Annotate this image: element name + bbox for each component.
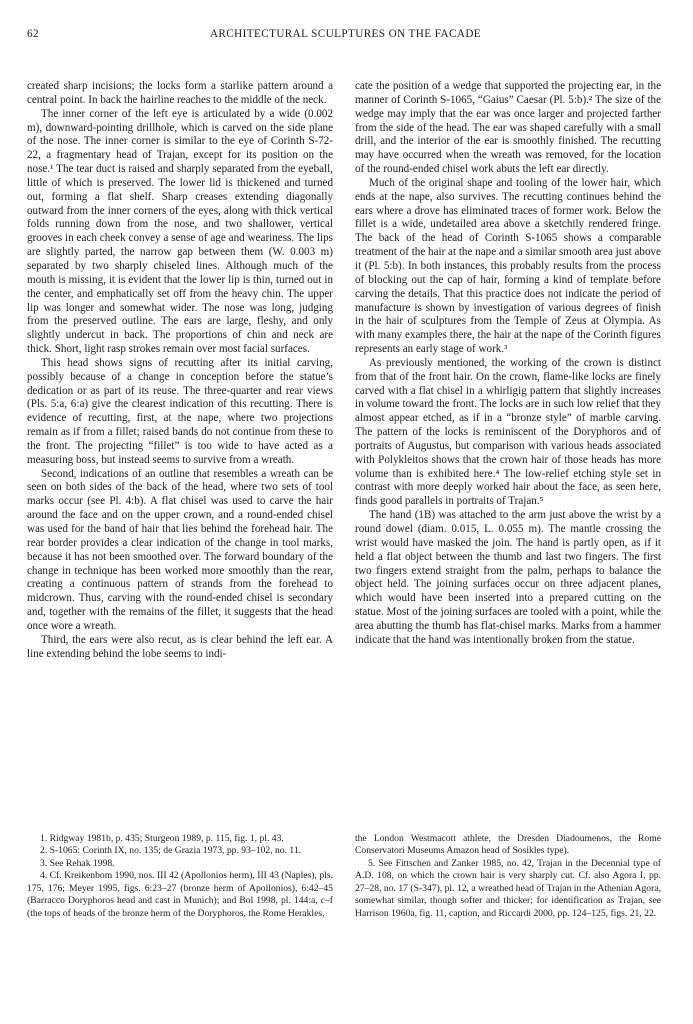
paragraph: This head shows signs of recutting after its initial carving, possibly because of a change in conception before the statue’s dedication or as part of its reuse. The three-quarter and rear views (Pls. 5:a, 6:a) give the clearest indication of this recutting. There is evidence of recutting, first, at the nape, where two projections remain as if from a fillet; raised bands do not continue from these to the front. The projecting “fillet” is too wide to have acted as a measuring boss, but instead seems to survive from a wreath. [27, 356, 333, 466]
footnote: 2. S-1065: Corinth IX, no. 135; de Grazia 1973, pp. 93–102, no. 11. [40, 845, 302, 857]
paragraph: Second, indications of an outline that resembles a wreath can be seen on both sides of the back of the head, where two sets of tool marks occur (see Pl. 4:b). A flat chisel was used to carve the hair around the face and on the upper crown, and a round-ended chisel was used for the band of hair that lies behind the forehead hair. The rear border provides a clear indication of the change in tool marks, because it has not been smoothed over. The forward boundary of the change in technique has been worked more smoothly than the rear, creating a continuous pattern of strands from the forehead to midcrown. Thus, carving with the round-ended chisel is secondary and, together with the remains of the fillet, it suggests that the head once wore a wreath. [27, 467, 333, 632]
paragraph: As previously mentioned, the working of the crown is distinct from that of the front hair. On the crown, flame-like locks are finely carved with a flat chisel in a whirligig pattern that slightly increases in volume toward the front. The locks are in such low relief that they almost appear etched, as if in a “bronze style” of marble carving. The pattern of the locks is reminiscent of the Doryphoros and of portraits of Augustus, but comparison with various heads associated with Polykleitos shows that the crown hair of those heads has more volume than is exhibited here.⁴ The low-relief etching style set in contrast with more deeply worked hair about the face, as seen here, finds good parallels in portraits of Trajan.⁵ [355, 356, 661, 508]
running-header [27, 28, 664, 44]
footnotes-right [355, 833, 661, 920]
paragraph: Third, the ears were also recut, as is clear behind the left ear. A line extending behind the lobe seems to indi- [27, 633, 333, 660]
body-column-left [27, 80, 333, 661]
footnote: 1. Ridgway 1981b, p. 435; Sturgeon 1989, p. 115, fig. 1, pl. 43. [40, 833, 284, 844]
paragraph: cate the position of a wedge that supported the projecting ear, in the manner of Corinth S-1065, “Gaius” Caesar (Pl. 5:b).² The size of the wedge may imply that the ear was once larger and projected farther from the side of the head. The ear was shaped carefully with a small drill, and the interior of the ear is smoothly finished. The recutting may have occurred when the wreath was removed, for the location of the round-ended chisel work abuts the left ear directly. [355, 80, 661, 176]
footnote: 4. Cf. Kreikenbom 1990, nos. III 42 (Apollonios herm), III 43 (Naples), pls. 175, 176; Meyer 1995, figs. 6:23–27 (bronze herm of Apollonios), 6:42–45 (Barracco Doryphoros head and cast in Munich); and Bol 1998, pl. 144:a, c–f (the tops of heads of the bronze herm of the Doryphoros, the Rome Herakles, [27, 870, 333, 919]
body-column-right [355, 80, 661, 648]
page-number: 62 [27, 28, 39, 40]
footnote: the London Westmacott athlete, the Dresden Diadoumenos, the Rome Conservatori Museums Amazon head of Sosikles type). [355, 833, 661, 857]
paragraph: The inner corner of the left eye is articulated by a wide (0.002 m), downward-pointing drillhole, which is carved on the side plane of the nose. The inner corner is similar to the eye of Corinth S-72-22, a fragmentary head of Trajan, except for its position on the nose.¹ The tear duct is raised and sharply separated from the eyeball, little of which is preserved. The lower lid is thickened and turned out, forming a flat shelf. Sharp creases extending diagonally outward from the inner corners of the eyes, along with thick vertical folds running down from the nose, and two shallower, vertical grooves in each cheek convey a sense of age and weariness. The lips are slightly parted, the narrow gap between them (W. 0.003 m) separated by two sharply chiseled lines. Although much of the mouth is missing, it is evident that the lower lip is thin, turned out in the center, and emphatically set off from the heavy chin. The upper lip was longer and somewhat wider. The nose was long, judging from the preserved outline. The ears are large, fleshy, and only slightly undercut in back. The proportions of chin and neck are thick. Short, light rasp strokes remain over most facial surfaces. [27, 107, 333, 356]
running-title: ARCHITECTURAL SCULPTURES ON THE FACADE [209, 28, 482, 40]
footnote: 3. See Rehak 1998. [40, 857, 115, 869]
footnote: 5. See Fittschen and Zanker 1985, no. 42, Trajan in the Decennial type of A.D. 108, on which the crown hair is very sharply cut. Cf. also Agora I, pp. 27–28, no. 17 (S-347), pl. 12, a wreathed head of Trajan in the Athenian Agora, somewhat similar, though softer and thicker; for identification as Trajan, see Harrison 1960a, fig. 11, caption, and Riccardi 2000, pp. 124–125, figs. 21, 22. [355, 857, 661, 919]
paragraph: Much of the original shape and tooling of the lower hair, which ends at the nape, also survives. The recutting continues behind the ears where a drove has eliminated traces of former work. Below the fillet is a wide, undetailed area above a sketchily rendered fringe. The back of the head of Corinth S-1065 shows a comparable treatment of the hair at the nape and a similar smooth area just above it (Pl. 5:b). In both instances, this probably results from the process of blocking out the cap of hair, forming a kind of template before carving the details. That this practice does not indicate the period of manufacture is shown by investigation of various degrees of finish in the hair of sculptures from the Temple of Zeus at Olympia. As with many examples there, the hair at the nape of the Corinth figures represents an early stage of work.³ [355, 176, 661, 356]
footnotes-left [27, 833, 333, 920]
paragraph: created sharp incisions; the locks form a starlike pattern around a central point. In back the hairline reaches to the middle of the neck. [27, 80, 333, 106]
paragraph: The hand (1B) was attached to the arm just above the wrist by a round dowel (diam. 0.015, L. 0.055 m). The mantle crossing the wrist would have masked the join. The hand is partly open, as if it held a flat object between the thumb and last two fingers. The first two fingers extend straight from the palm, perhaps to balance the object held. The joining surfaces occur on three adjacent planes, which would have been inserted into a prepared cutting on the statue. Most of the joining surfaces are tooled with a point, while the area abutting the thumb has flat-chisel marks. Marks from a hammer indicate that the hand was intentionally broken from the statue. [355, 509, 661, 646]
